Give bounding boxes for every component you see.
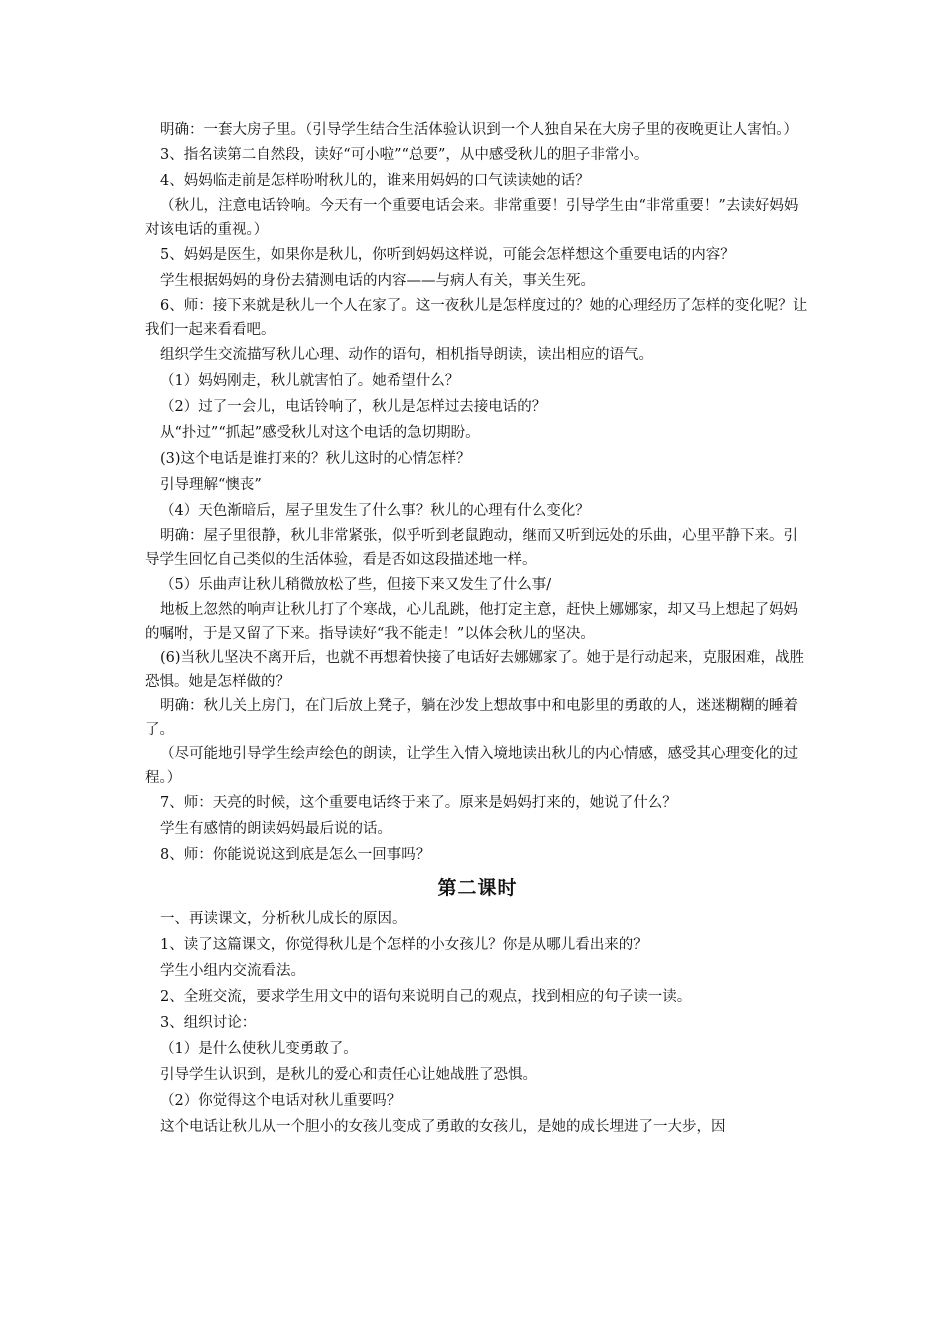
paragraph: （1）是什么使秋儿变勇敢了。 (160, 1041, 358, 1057)
paragraph: 明确：屋子里很静，秋儿非常紧张，似乎听到老鼠跑动，继而又听到远处的乐曲，心里平静下来。引导学生回忆自己类似的生活体验，看是否如这段描述地一样。 (145, 528, 798, 568)
paragraph: （2）你觉得这个电话对秋儿重要吗？ (160, 1093, 402, 1109)
paragraph: 7、师：天亮的时候，这个重要电话终于来了。原来是妈妈打来的，她说了什么？ (160, 795, 677, 811)
paragraph: （1）妈妈刚走，秋儿就害怕了。她希望什么？ (160, 373, 460, 389)
paragraph: （4）天色渐暗后，屋子里发生了什么事？秋儿的心理有什么变化？ (160, 503, 590, 519)
paragraph: （尽可能地引导学生绘声绘色的朗读，让学生入情入境地读出秋儿的内心情感，感受其心理变化的过程。） (145, 746, 798, 786)
paragraph: (3)这个电话是谁打来的？秋儿这时的心情怎样？ (160, 451, 471, 467)
paragraph: 5、妈妈是医生，如果你是秋儿，你听到妈妈这样说，可能会怎样想这个重要电话的内容？ (160, 247, 735, 263)
document-body (145, 118, 810, 1140)
paragraph: 2、全班交流，要求学生用文中的语句来说明自己的观点，找到相应的句子读一读。 (160, 989, 692, 1005)
paragraph: （5）乐曲声让秋儿稍微放松了些，但接下来又发生了什么事/ (160, 577, 552, 593)
paragraph: 学生小组内交流看法。 (160, 963, 305, 979)
paragraph: 8、师：你能说说这到底是怎么一回事吗？ (160, 847, 431, 863)
paragraph: 6、师：接下来就是秋儿一个人在家了。这一夜秋儿是怎样度过的？她的心理经历了怎样的变化呢？让我们一起来看看吧。 (145, 298, 808, 338)
paragraph: 这个电话让秋儿从一个胆小的女孩儿变成了勇敢的女孩儿，是她的成长埋进了一大步，因 (160, 1119, 726, 1135)
paragraph: 组织学生交流描写秋儿心理、动作的语句，相机指导朗读，读出相应的语气。 (160, 347, 653, 363)
paragraph: 1、读了这篇课文，你觉得秋儿是个怎样的小女孩儿？你是从哪儿看出来的？ (160, 937, 648, 953)
paragraph: 一、再读课文，分析秋儿成长的原因。 (160, 911, 407, 927)
paragraph: 从“扑过”“抓起”感受秋儿对这个电话的急切期盼。 (160, 425, 480, 441)
section-title: 第二课时 (437, 877, 518, 899)
paragraph: 引导理解“懊丧” (160, 477, 262, 493)
paragraph: 地板上忽然的响声让秋儿打了个寒战，心儿乱跳，他打定主意，赶快上娜娜家，却又马上想起了妈妈的嘱咐，于是又留了下来。指导读好“我不能走！”以体会秋儿的坚决。 (145, 602, 798, 642)
paragraph: 明确：秋儿关上房门，在门后放上凳子，躺在沙发上想故事中和电影里的勇敢的人，迷迷糊糊的睡着了。 (145, 698, 798, 738)
paragraph: 学生有感情的朗读妈妈最后说的话。 (160, 821, 392, 837)
paragraph: (6)当秋儿坚决不离开后，也就不再想着快接了电话好去娜娜家了。她于是行动起来，克服困难，战胜恐惧。她是怎样做的？ (145, 650, 805, 690)
paragraph: （2）过了一会儿，电话铃响了，秋儿是怎样过去接电话的？ (160, 399, 547, 415)
paragraph: 4、妈妈临走前是怎样吩咐秋儿的，谁来用妈妈的口气读读她的话？ (160, 173, 590, 189)
paragraph: （秋儿，注意电话铃响。今天有一个重要电话会来。非常重要！引导学生由“非常重要！”去读好妈妈对该电话的重视。） (145, 198, 799, 238)
paragraph: 3、指名读第二自然段，读好“可小啦”“总要”，从中感受秋儿的胆子非常小。 (160, 147, 649, 163)
paragraph: 明确：一套大房子里。（引导学生结合生活体验认识到一个人独自呆在大房子里的夜晚更让人害怕。） (160, 122, 798, 138)
paragraph: 学生根据妈妈的身份去猜测电话的内容——与病人有关，事关生死。 (160, 273, 595, 289)
paragraph: 3、组织讨论： (160, 1015, 257, 1031)
paragraph: 引导学生认识到，是秋儿的爱心和责任心让她战胜了恐惧。 (160, 1067, 537, 1083)
